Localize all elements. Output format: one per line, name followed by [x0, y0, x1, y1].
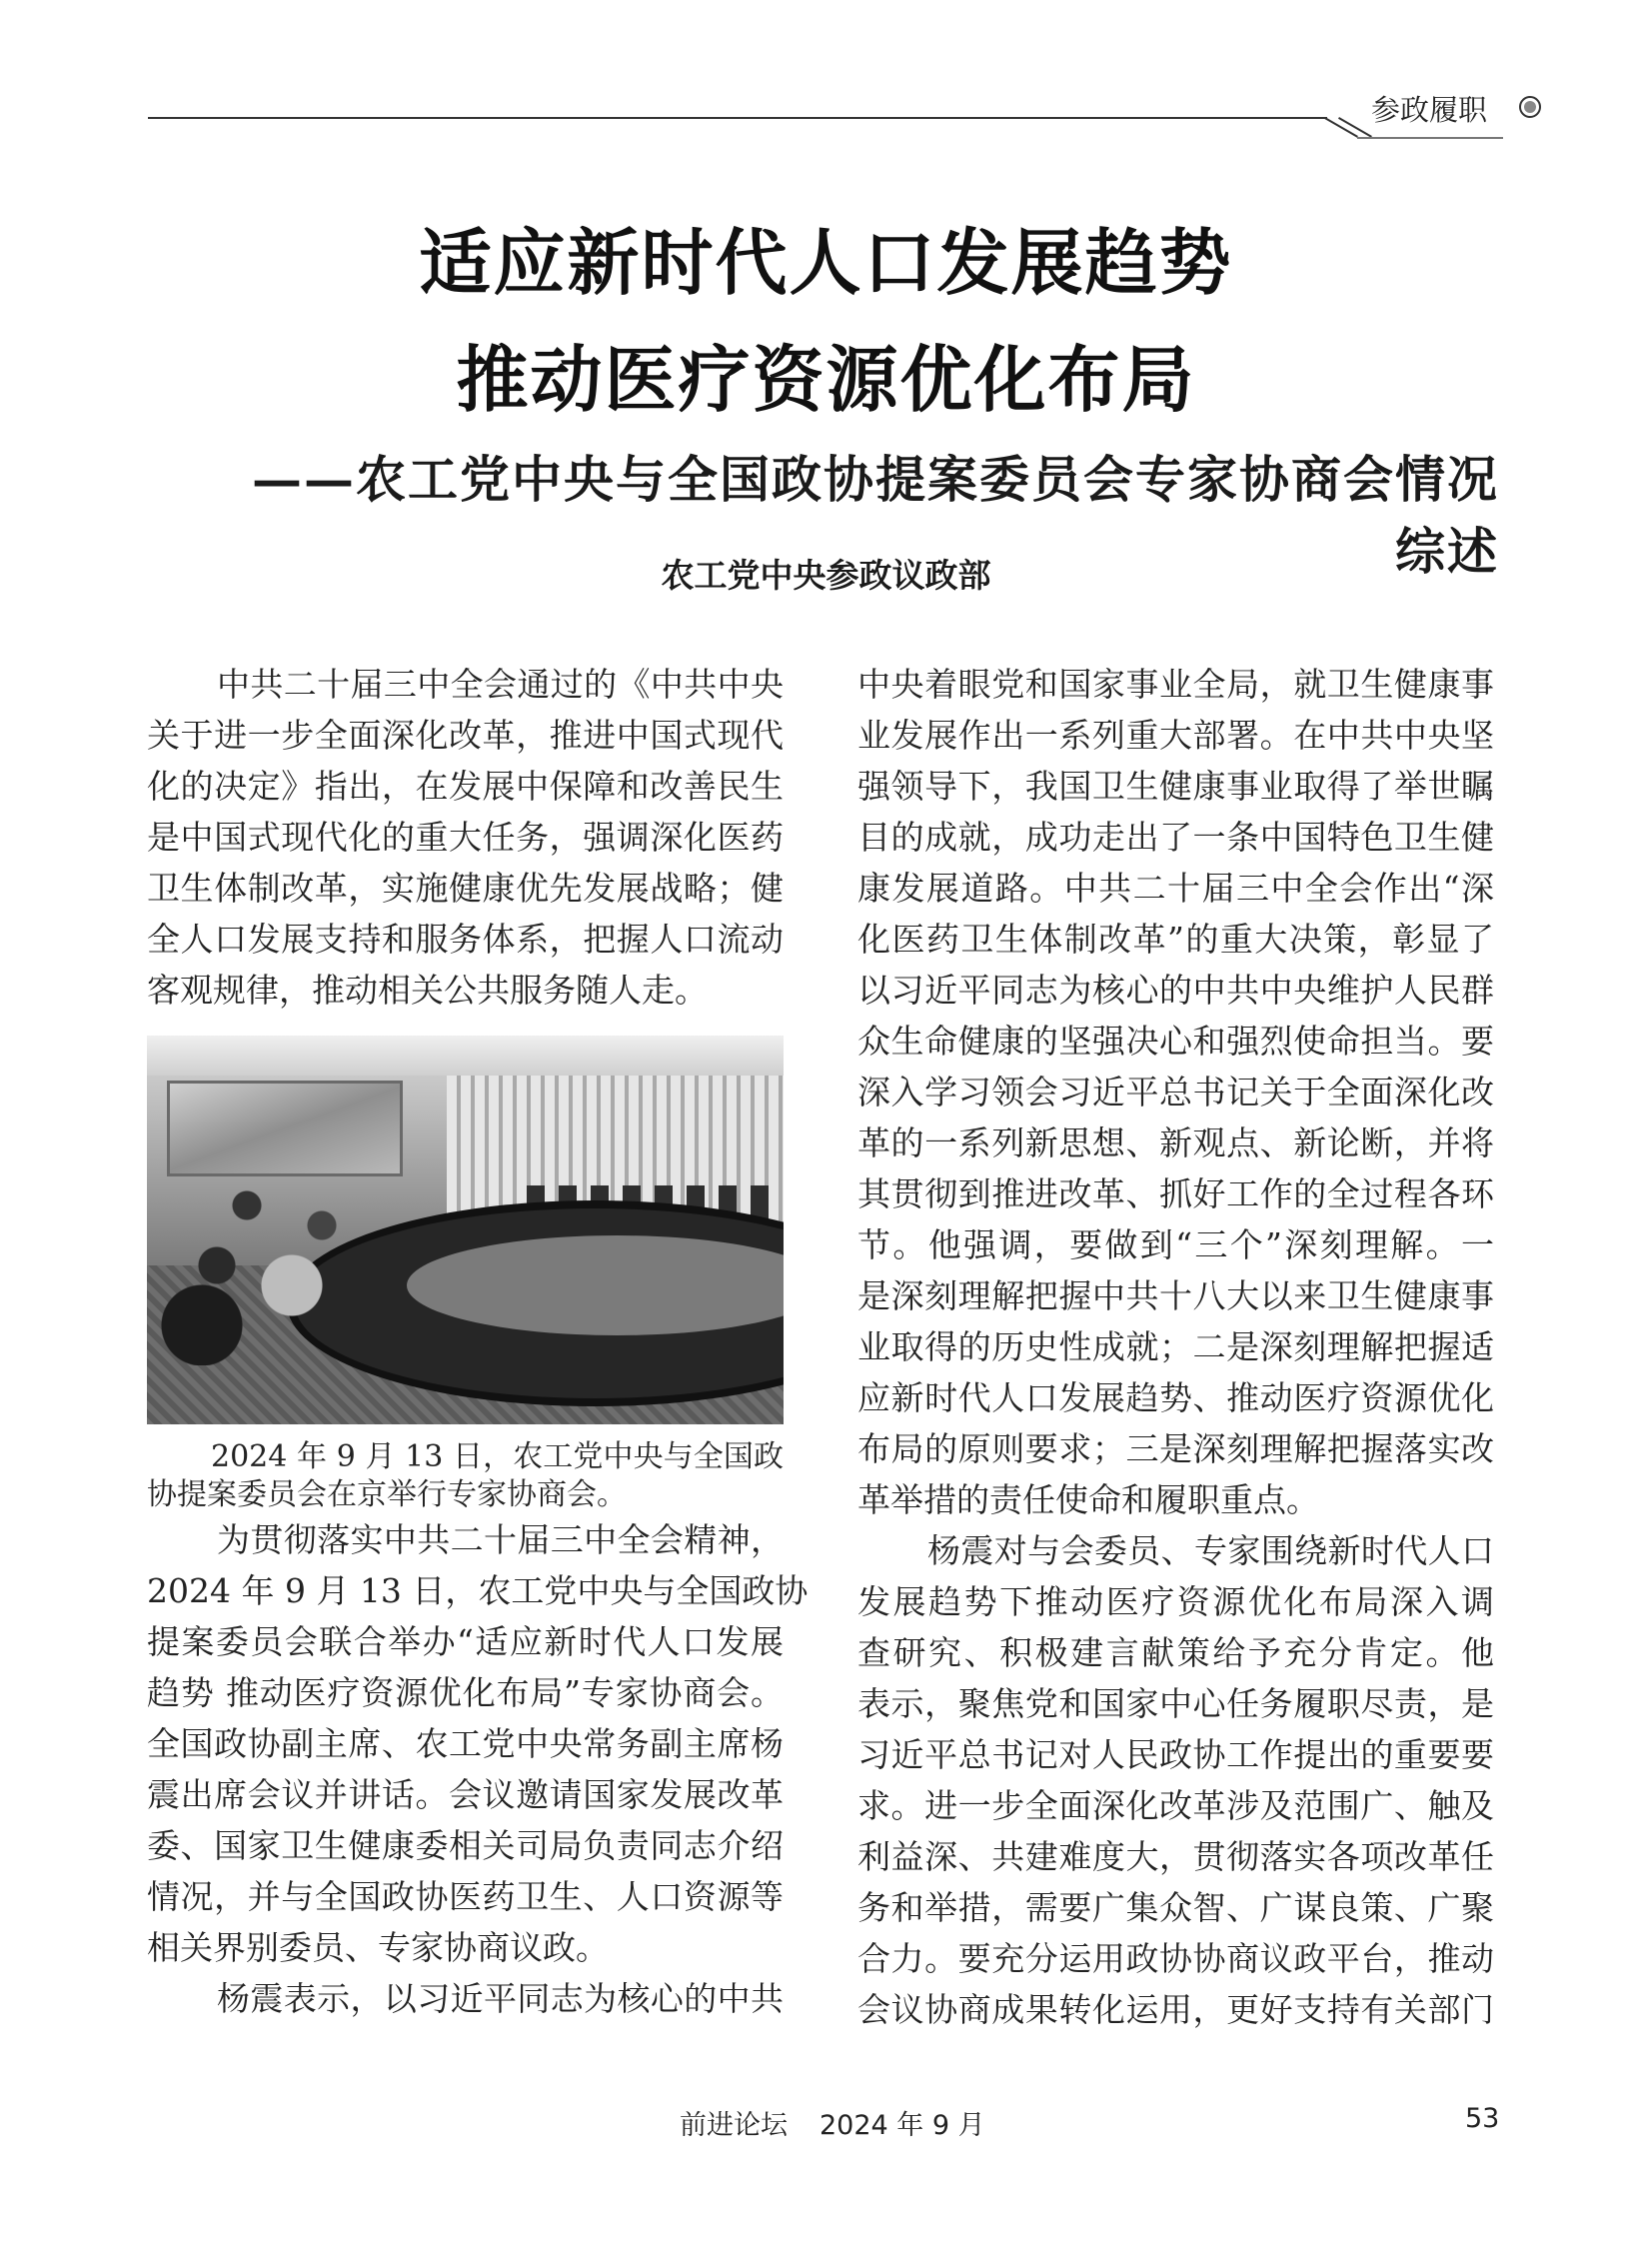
- text-line: 委、国家卫生健康委相关司局负责同志介绍: [147, 1826, 784, 1865]
- text-line: 全国政协副主席、农工党中央常务副主席杨: [147, 1724, 784, 1763]
- journal-name: 前进论坛: [680, 2110, 788, 2141]
- text-line: 布局的原则要求；三是深刻理解把握落实改: [857, 1429, 1494, 1468]
- text-line: 深入学习领会习近平总书记关于全面深化改: [857, 1073, 1494, 1112]
- text-line: 相关界别委员、专家协商议政。: [147, 1928, 609, 1967]
- photo-caption: [147, 1438, 784, 1514]
- text-line: 革的一系列新思想、新观点、新论断，并将: [857, 1123, 1494, 1162]
- text-line: 节。他强调，要做到“三个”深刻理解。一: [857, 1225, 1494, 1264]
- text-line: 杨震对与会委员、专家围绕新时代人口: [927, 1531, 1494, 1570]
- text-line: 发展趋势下推动医疗资源优化布局深入调: [857, 1582, 1494, 1621]
- text-line: 化医药卫生体制改革”的重大决策，彰显了: [857, 920, 1494, 959]
- text-line: 为贯彻落实中共二十届三中全会精神，: [217, 1520, 784, 1559]
- text-line: 利益深、共建难度大，贯彻落实各项改革任: [857, 1837, 1494, 1876]
- text-line: 业发展作出一系列重大部署。在中共中央坚: [857, 716, 1494, 755]
- text-line: 求。进一步全面深化改革涉及范围广、触及: [857, 1786, 1494, 1825]
- text-line: 革举措的责任使命和履职重点。: [857, 1480, 1319, 1519]
- paragraph: [857, 1525, 1494, 2035]
- text-line: 2024 年 9 月 13 日，农工党中央与全国政协: [147, 1571, 809, 1610]
- text-line: 杨震表示，以习近平同志为核心的中共: [217, 1979, 784, 2018]
- text-line: 中共二十届三中全会通过的《中共中央: [217, 665, 784, 704]
- paragraph: [147, 1973, 784, 2024]
- text-line: 客观规律，推动相关公共服务随人走。: [147, 971, 708, 1010]
- circle-dot-icon: [1519, 96, 1541, 118]
- text-line: 是中国式现代化的重大任务，强调深化医药: [147, 818, 784, 857]
- text-line: 应新时代人口发展趋势、推动医疗资源优化: [857, 1378, 1494, 1417]
- text-line: 全人口发展支持和服务体系，把握人口流动: [147, 920, 784, 959]
- text-line: 习近平总书记对人民政协工作提出的重要要: [857, 1735, 1494, 1774]
- photo-landscape-painting: [167, 1081, 403, 1176]
- text-line: 情况，并与全国政协医药卫生、人口资源等: [147, 1877, 784, 1916]
- text-line: 中央着眼党和国家事业全局，就卫生健康事: [857, 665, 1494, 704]
- section-label: 参政履职: [1371, 93, 1488, 127]
- text-line: 化的决定》指出，在发展中保障和改善民生: [147, 767, 784, 806]
- header-rule-right: [1357, 137, 1503, 139]
- left-column: [147, 659, 809, 2024]
- text-line: 会议协商成果转化运用，更好支持有关部门: [857, 1990, 1494, 2029]
- photo-attendees: [157, 1165, 457, 1365]
- paragraph: [857, 659, 1494, 1525]
- article-title-line2: 推动医疗资源优化布局: [456, 338, 1196, 422]
- text-line: 提案委员会联合举办“适应新时代人口发展: [147, 1622, 784, 1661]
- article-title-line1: 适应新时代人口发展趋势: [419, 221, 1233, 305]
- text-line: 震出席会议并讲话。会议邀请国家发展改革: [147, 1775, 784, 1814]
- paragraph: [147, 659, 784, 1016]
- text-line: 查研究、积极建言献策给予充分肯定。他: [857, 1633, 1494, 1672]
- issue-date: 2024 年 9 月: [820, 2110, 985, 2141]
- photo-ceiling: [147, 1036, 784, 1076]
- text-line: 其贯彻到推进改革、抓好工作的全过程各环: [857, 1174, 1494, 1213]
- right-column: [857, 659, 1494, 2035]
- page-number: 53: [1465, 2103, 1500, 2134]
- text-line: 卫生体制改革，实施健康优先发展战略；健: [147, 869, 784, 908]
- article-subtitle: ——农工党中央与全国政协提案委员会专家协商会情况综述: [252, 450, 1499, 581]
- caption-line: 2024 年 9 月 13 日，农工党中央与全国政: [211, 1439, 784, 1474]
- caption-line: 协提案委员会在京举行专家协商会。: [147, 1477, 627, 1512]
- text-line: 目的成就，成功走出了一条中国特色卫生健: [857, 818, 1494, 857]
- text-line: 表示，聚焦党和国家中心任务履职尽责，是: [857, 1684, 1494, 1723]
- text-line: 众生命健康的坚强决心和强烈使命担当。要: [857, 1022, 1494, 1061]
- article-author: 农工党中央参政议政部: [661, 556, 991, 595]
- text-line: 趋势 推动医疗资源优化布局”专家协商会。: [147, 1673, 784, 1712]
- text-line: 强领导下，我国卫生健康事业取得了举世瞩: [857, 767, 1494, 806]
- text-line: 关于进一步全面深化改革，推进中国式现代: [147, 716, 784, 755]
- header-rule: [148, 117, 1327, 119]
- meeting-photo: [147, 1036, 784, 1424]
- text-line: 业取得的历史性成就；二是深刻理解把握适: [857, 1327, 1494, 1366]
- text-line: 是深刻理解把握中共十八大以来卫生健康事: [857, 1276, 1494, 1315]
- paragraph: [147, 1514, 809, 1973]
- text-line: 合力。要充分运用政协协商议政平台，推动: [857, 1939, 1494, 1978]
- text-line: 以习近平同志为核心的中共中央维护人民群: [857, 971, 1494, 1010]
- text-line: 务和举措，需要广集众智、广谋良策、广聚: [857, 1888, 1494, 1927]
- text-line: 康发展道路。中共二十届三中全会作出“深: [857, 869, 1494, 908]
